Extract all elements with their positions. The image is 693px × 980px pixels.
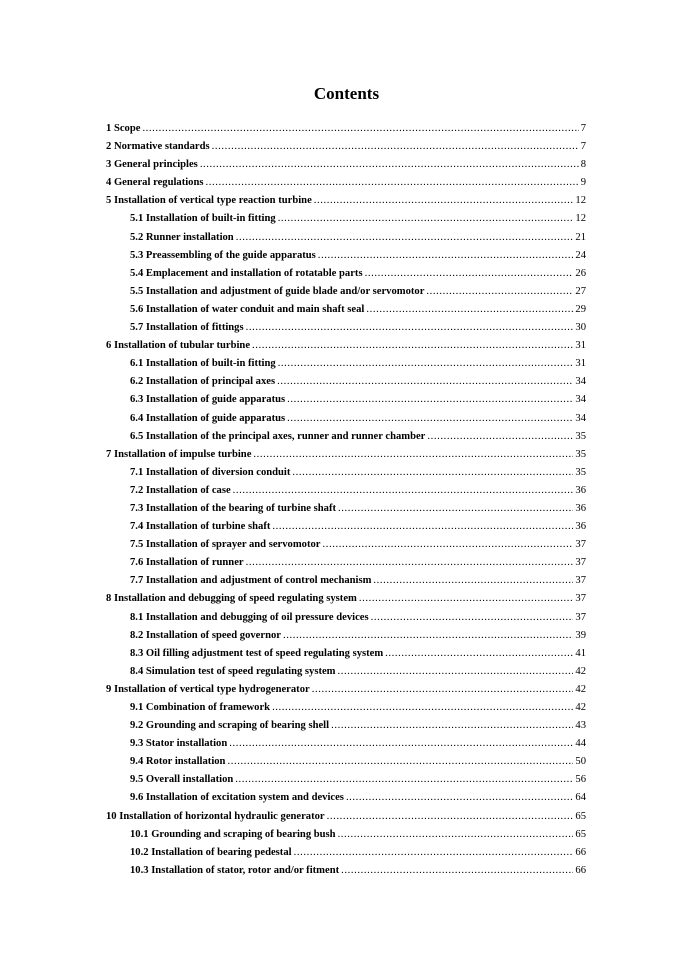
toc-page-number: 34 <box>575 376 586 388</box>
dot-leader <box>312 681 574 699</box>
toc-subentry[interactable] <box>106 862 586 880</box>
toc-page-number: 65 <box>575 810 586 822</box>
toc-entry-title: 8.1 Installation and debugging of oil pressure devices <box>130 611 369 623</box>
toc-page-number: 37 <box>575 593 586 605</box>
dot-leader <box>385 645 573 663</box>
dot-leader <box>229 735 573 753</box>
toc-page-number: 56 <box>575 774 586 786</box>
toc-page-number: 24 <box>575 249 586 261</box>
toc-page-number: 42 <box>575 665 586 677</box>
toc-page-number: 36 <box>575 521 586 533</box>
dot-leader <box>338 826 574 844</box>
toc-page-number: 26 <box>575 267 586 279</box>
toc-subentry[interactable] <box>106 482 586 500</box>
toc-entry-title: 2 Normative standards <box>106 141 210 153</box>
toc-page-number: 35 <box>575 430 586 442</box>
dot-leader <box>346 789 573 807</box>
toc-subentry[interactable] <box>106 210 586 228</box>
toc-subentry[interactable] <box>106 735 586 753</box>
toc-entry-title: 6.5 Installation of the principal axes, runner and runner chamber <box>130 430 426 442</box>
toc-subentry[interactable] <box>106 428 586 446</box>
toc-subentry[interactable] <box>106 410 586 428</box>
toc-entry-title: 9.3 Stator installation <box>130 738 228 750</box>
toc-entry[interactable] <box>106 174 586 192</box>
toc-subentry[interactable] <box>106 699 586 717</box>
toc-page-number: 12 <box>575 213 586 225</box>
toc-entry[interactable] <box>106 681 586 699</box>
toc-page-number: 37 <box>575 539 586 551</box>
toc-entry-title: 6.4 Installation of guide apparatus <box>130 412 286 424</box>
toc-entry-title: 7.6 Installation of runner <box>130 557 244 569</box>
dot-leader <box>371 609 574 627</box>
toc-entry-title: 7.4 Installation of turbine shaft <box>130 521 271 533</box>
toc-page-number: 34 <box>575 394 586 406</box>
toc-page-number: 65 <box>575 828 586 840</box>
toc-page-number: 29 <box>575 303 586 315</box>
toc-page-number: 66 <box>575 846 586 858</box>
toc-entry-title: 9 Installation of vertical type hydrogenerator <box>106 683 310 695</box>
dot-leader <box>318 247 574 265</box>
dot-leader <box>236 229 574 247</box>
toc-subentry[interactable] <box>106 500 586 518</box>
toc-entry-title: 6.2 Installation of principal axes <box>130 376 276 388</box>
dot-leader <box>272 518 573 536</box>
toc-entry-title: 6 Installation of tubular turbine <box>106 340 251 352</box>
toc-page-number: 39 <box>575 629 586 641</box>
dot-leader <box>341 862 573 880</box>
toc-entry[interactable] <box>106 192 586 210</box>
dot-leader <box>246 554 574 572</box>
toc-entry-title: 8.2 Installation of speed governor <box>130 629 281 641</box>
dot-leader <box>426 283 573 301</box>
toc-subentry[interactable] <box>106 247 586 265</box>
dot-leader <box>314 192 574 210</box>
toc-subentry[interactable] <box>106 464 586 482</box>
toc-subentry[interactable] <box>106 355 586 373</box>
toc-entry-title: 10 Installation of horizontal hydraulic generator <box>106 810 325 822</box>
toc-subentry[interactable] <box>106 283 586 301</box>
toc-entry-title: 5.2 Runner installation <box>130 231 234 243</box>
toc-subentry[interactable] <box>106 301 586 319</box>
toc-entry-title: 10.3 Installation of stator, rotor and/or fitment <box>130 864 340 876</box>
toc-entry-title: 5.7 Installation of fittings <box>130 322 244 334</box>
toc-entry-title: 9.1 Combination of framework <box>130 702 271 713</box>
toc-entry[interactable] <box>106 808 586 826</box>
toc-page-number: 35 <box>575 466 586 478</box>
dot-leader <box>142 120 578 138</box>
toc-entry-title: 8.3 Oil filling adjustment test of speed regulating system <box>130 647 384 659</box>
toc-entry-title: 7.5 Installation of sprayer and servomotor <box>130 539 321 551</box>
toc-page-number: 42 <box>575 683 586 695</box>
dot-leader <box>200 156 579 174</box>
dot-leader <box>272 699 573 717</box>
dot-leader <box>277 373 573 391</box>
toc-page-number: 66 <box>575 864 586 876</box>
toc-entry-title: 5.1 Installation of built-in fitting <box>130 213 276 225</box>
dot-leader <box>235 771 573 789</box>
toc-entry-title: 9.5 Overall installation <box>130 774 234 786</box>
dot-leader <box>338 500 573 518</box>
toc-entry[interactable] <box>106 590 586 608</box>
toc-entry-title: 10.1 Grounding and scraping of bearing bush <box>130 828 336 840</box>
toc-subentry[interactable] <box>106 844 586 862</box>
toc-subentry[interactable] <box>106 771 586 789</box>
toc-page-number: 7 <box>580 123 586 134</box>
dot-leader <box>278 355 574 373</box>
toc-page-number: 8 <box>580 159 586 171</box>
dot-leader <box>252 337 573 355</box>
dot-leader <box>233 482 574 500</box>
dot-leader <box>227 753 573 771</box>
toc-entry-title: 8 Installation and debugging of speed regulating system <box>106 593 357 605</box>
dot-leader <box>212 138 579 156</box>
dot-leader <box>278 210 574 228</box>
dot-leader <box>365 265 574 283</box>
toc-subentry[interactable] <box>106 572 586 590</box>
toc-page-number: 9 <box>580 177 586 189</box>
toc-entry-title: 8.4 Simulation test of speed regulating system <box>130 665 336 677</box>
toc-entry-title: 5 Installation of vertical type reaction turbine <box>106 195 312 207</box>
toc-subentry[interactable] <box>106 536 586 554</box>
dot-leader <box>427 428 573 446</box>
toc-entry-title: 5.6 Installation of water conduit and main shaft seal <box>130 303 365 315</box>
toc-page-number: 44 <box>575 738 586 750</box>
toc-page-number: 7 <box>580 141 586 153</box>
toc-subentry[interactable] <box>106 663 586 681</box>
toc-page-number: 43 <box>575 720 586 732</box>
toc-entry-title: 5.5 Installation and adjustment of guide blade and/or servomotor <box>130 285 425 297</box>
dot-leader <box>294 844 574 862</box>
toc-entry[interactable] <box>106 120 586 138</box>
toc-entry-title: 7.1 Installation of diversion conduit <box>130 466 291 478</box>
toc-subentry[interactable] <box>106 789 586 807</box>
toc-subentry[interactable] <box>106 518 586 536</box>
toc-entry[interactable] <box>106 337 586 355</box>
toc-entry[interactable] <box>106 446 586 464</box>
dot-leader <box>359 590 574 608</box>
toc-entry-title: 9.6 Installation of excitation system and devices <box>130 792 344 804</box>
toc-entry-title: 1 Scope <box>106 123 141 134</box>
toc-page-number: 37 <box>575 557 586 569</box>
toc-subentry[interactable] <box>106 826 586 844</box>
toc-page-number: 35 <box>575 448 586 460</box>
toc-page-number: 27 <box>575 285 586 297</box>
toc-subentry[interactable] <box>106 609 586 627</box>
dot-leader <box>327 808 574 826</box>
toc-page-number: 42 <box>575 702 586 713</box>
toc-entry-title: 9.4 Rotor installation <box>130 756 226 768</box>
toc-subentry[interactable] <box>106 319 586 337</box>
toc-page-number: 64 <box>575 792 586 804</box>
toc-entry-title: 5.4 Emplacement and installation of rotatable parts <box>130 267 363 279</box>
toc-page-number: 50 <box>575 756 586 768</box>
page-title: Contents <box>313 84 380 103</box>
dot-leader <box>206 174 579 192</box>
dot-leader <box>323 536 574 554</box>
toc-entry-title: 6.1 Installation of built-in fitting <box>130 358 276 370</box>
dot-leader <box>338 663 574 681</box>
dot-leader <box>253 446 573 464</box>
toc-entry-title: 7.3 Installation of the bearing of turbine shaft <box>130 502 336 514</box>
toc-entry-title: 6.3 Installation of guide apparatus <box>130 394 286 406</box>
dot-leader <box>331 717 573 735</box>
toc-entry-title: 3 General principles <box>106 159 198 171</box>
toc-entry-title: 7.7 Installation and adjustment of control mechanism <box>130 575 372 587</box>
toc-subentry[interactable] <box>106 645 586 663</box>
toc-subentry[interactable] <box>106 229 586 247</box>
toc-subentry[interactable] <box>106 717 586 735</box>
toc-entry-title: 5.3 Preassembling of the guide apparatus <box>130 249 316 261</box>
toc-subentry[interactable] <box>106 265 586 283</box>
toc-entry-title: 4 General regulations <box>106 177 204 189</box>
dot-leader <box>287 391 573 409</box>
toc-page-number: 36 <box>575 502 586 514</box>
dot-leader <box>246 319 574 337</box>
toc-page-number: 37 <box>575 611 586 623</box>
table-of-contents <box>106 120 586 880</box>
toc-page-number: 21 <box>575 231 586 243</box>
toc-entry-title: 7.2 Installation of case <box>130 484 231 496</box>
dot-leader <box>373 572 573 590</box>
toc-subentry[interactable] <box>106 627 586 645</box>
toc-entry[interactable] <box>106 156 586 174</box>
dot-leader <box>287 410 573 428</box>
toc-entry-title: 9.2 Grounding and scraping of bearing shell <box>130 720 330 732</box>
toc-subentry[interactable] <box>106 753 586 771</box>
dot-leader <box>283 627 573 645</box>
toc-subentry[interactable] <box>106 373 586 391</box>
dot-leader <box>292 464 573 482</box>
toc-page-number: 36 <box>575 484 586 496</box>
toc-entry-title: 10.2 Installation of bearing pedestal <box>130 846 292 858</box>
toc-entry[interactable] <box>106 138 586 156</box>
toc-page-number: 37 <box>575 575 586 587</box>
toc-entry-title: 7 Installation of impulse turbine <box>106 448 252 460</box>
toc-page-number: 31 <box>575 358 586 370</box>
toc-page-number: 34 <box>575 412 586 424</box>
toc-subentry[interactable] <box>106 554 586 572</box>
toc-page-number: 41 <box>575 647 586 659</box>
toc-page-number: 12 <box>575 195 586 207</box>
toc-page-number: 30 <box>575 322 586 334</box>
toc-subentry[interactable] <box>106 391 586 409</box>
toc-page-number: 31 <box>575 340 586 352</box>
dot-leader <box>366 301 573 319</box>
